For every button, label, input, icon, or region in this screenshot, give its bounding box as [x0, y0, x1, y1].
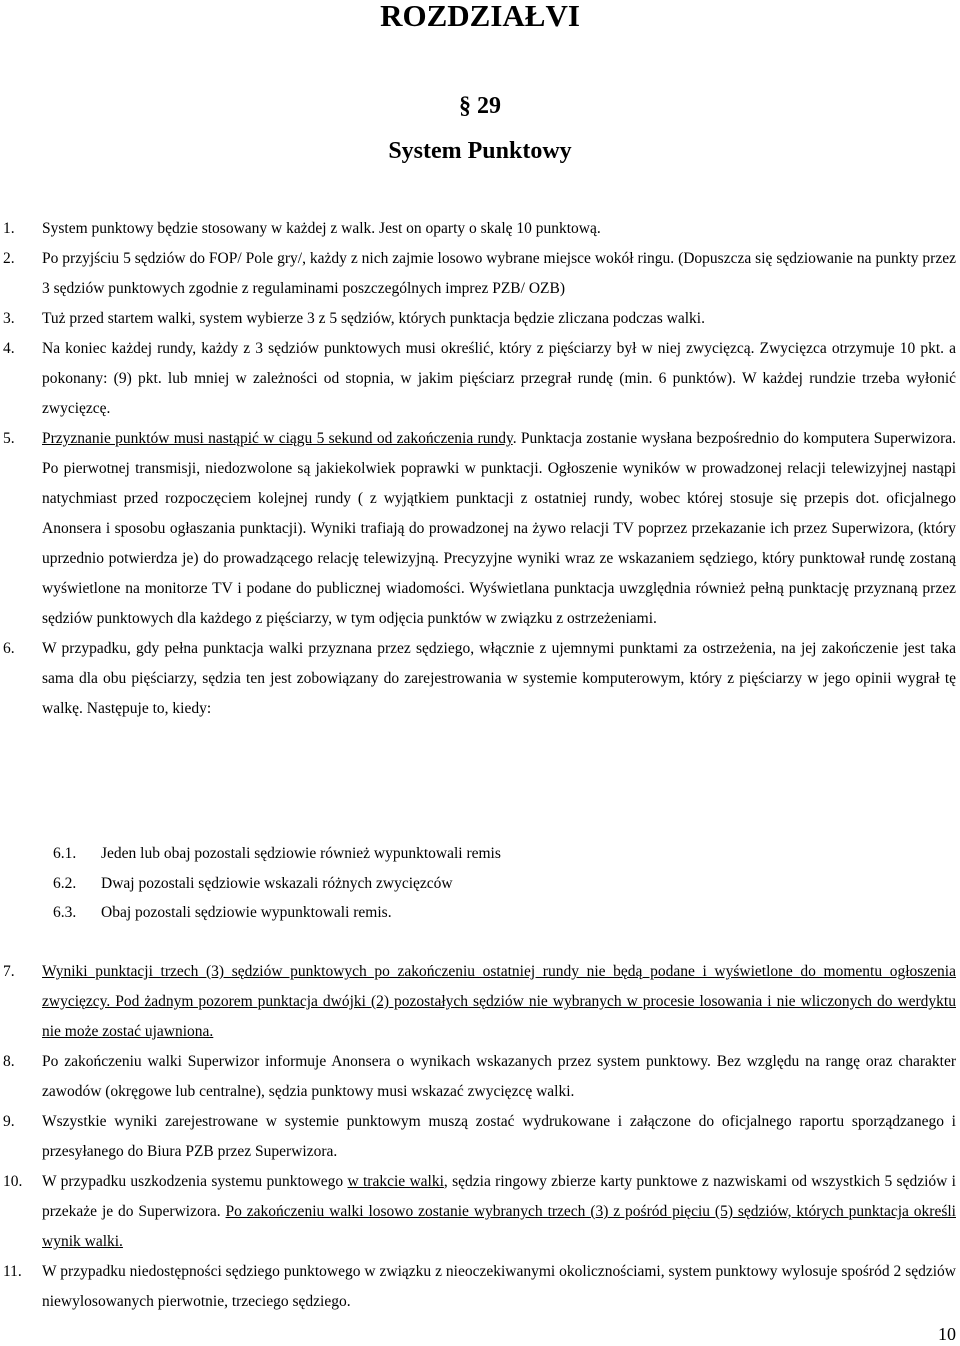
rule-number: 2.	[3, 250, 15, 267]
rule-text-underlined: Po zakończeniu walki losowo zostanie wybranych trzech (3) z pośród pięciu (5) sędziów, których punktacja określi wynik walki.	[42, 1203, 956, 1250]
rule-item-9	[0, 1107, 960, 1167]
rules-list	[0, 214, 960, 724]
rule-number: 5.	[3, 430, 15, 447]
rule-text: W przypadku niedostępności sędziego punktowego w związku z nieoczekiwanymi okolicznościami, system punktowy wylosuje spośród 2 sędziów niewylosowanych pierwotnie, trzeciego sędziego.	[42, 1263, 956, 1310]
rule-text-underlined: Przyznanie punktów musi nastąpić w ciągu 5 sekund od zakończenia rundy	[42, 430, 513, 447]
sub-rule-item-6-1	[0, 839, 960, 869]
rule-text: Na koniec każdej rundy, każdy z 3 sędziów punktowych musi określić, który z pięściarzy był w niej zwycięzcą. Zwycięzca otrzymuje 10 pkt. a pokonany: (9) pkt. lub mniej w zależności od stopnia, w jakim pięściarz przegrał rundę (min. 6 punktów). W każdej rundzie trzeba wyłonić zwycięzcę.	[42, 340, 956, 417]
rule-text: Wszystkie wyniki zarejestrowane w systemie punktowym muszą zostać wydrukowane i załączone do oficjalnego raportu sporządzanego i przesyłanego do Biura PZB przez Superwizora.	[42, 1113, 956, 1160]
sub-rule-number: 6.3.	[53, 904, 77, 921]
rule-number: 4.	[3, 340, 15, 357]
rule-number: 3.	[3, 310, 15, 327]
rule-item-5	[0, 424, 960, 634]
rule-number: 10.	[3, 1173, 23, 1190]
rules-list-continued	[0, 957, 960, 1317]
rule-text: W przypadku, gdy pełna punktacja walki przyznana przez sędziego, włącznie z ujemnymi punktami za ostrzeżenia, na jej zakończenie jest taka sama dla obu pięściarzy, sędzia ten jest zobowiązany do zarejestrowania w systemie komputerowym, który z pięściarzy w jego opinii wygrał tę walkę. Następuje to, kiedy:	[42, 640, 956, 717]
rule-text: Tuż przed startem walki, system wybierze 3 z 5 sędziów, których punktacja będzie zliczana podczas walki.	[42, 310, 705, 327]
rule-text: . Punktacja zostanie wysłana bezpośrednio do komputera Superwizora. Po pierwotnej transmisji, niedozwolone są jakiekolwiek poprawki w punktacji. Ogłoszenie wyników w prowadzonej relacji telewizyjnej nastąpi natychmiast przed rozpoczęciem kolejnej rundy ( z wyjątkiem punktacji z ostatniej rundy, wobec której stosuje się przepis dot. oficjalnego Anonsera i sposobu ogłaszania punktacji). Wyniki trafiają do prowadzonej na żywo relacji TV poprzez przekazanie ich przez Superwizora, (który uprzednio potwierdza je) do prowadzącego relację telewizyjną. Precyzyjne wyniki wraz ze wskazaniem sędziego, który punktował rundę zostaną wyświetlone na monitorze TV i podane do publicznej wiadomości. Wyświetlana punktacja uwzględnia również pełną punktację przyznaną przez sędziów punktowych dla każdego z pięściarzy, w tym odjęcia punktów w związku z ostrzeżeniami.	[42, 430, 957, 627]
rule-item-7	[0, 957, 960, 1047]
rule-item-6	[0, 634, 960, 724]
rule-item-10	[0, 1167, 960, 1257]
rule-number: 6.	[3, 640, 15, 657]
rule-item-4	[0, 334, 960, 424]
rule-text-underlined: w trakcie walki	[347, 1173, 444, 1190]
section-title: System Punktowy	[388, 138, 572, 164]
rule-number: 7.	[3, 963, 15, 980]
rule-item-2	[0, 244, 960, 304]
sub-rule-text: Dwaj pozostali sędziowie wskazali różnych zwycięzców	[101, 874, 453, 892]
sub-rules-list	[0, 839, 960, 928]
rule-text-underlined: Wyniki punktacji trzech (3) sędziów punktowych po zakończeniu ostatniej rundy nie będą podane i wyświetlone do momentu ogłoszenia zwycięzcy. Pod żadnym pozorem punktacja dwójki (2) pozostałych sędziów nie wybranych w procesie losowania i nie wliczonych do werdyktu nie może zostać ujawniona.	[42, 963, 956, 1040]
sub-rule-text: Obaj pozostali sędziowie wypunktowali remis.	[101, 904, 392, 921]
rule-item-3	[0, 304, 960, 334]
sub-rule-number: 6.2.	[53, 874, 77, 892]
rule-text: , sędzia ringowy zbierze karty punktowe z nazwiskami od wszystkich 5 sędziów i przekaże je do Superwizora.	[42, 1173, 956, 1220]
rule-text: Po zakończeniu walki Superwizor informuje Anonsera o wynikach wskazanych przez system punktowy. Bez względu na rangę oraz charakter zawodów (okręgowe lub centralne), sędzia punktowy musi wskazać zwycięzcę walki.	[42, 1053, 956, 1100]
rule-number: 1.	[3, 220, 15, 237]
rule-item-11	[0, 1257, 960, 1317]
rule-number: 9.	[3, 1113, 15, 1130]
rule-text: System punktowy będzie stosowany w każdej z walk. Jest on oparty o skalę 10 punktową.	[42, 220, 601, 237]
sub-rule-item-6-3	[0, 898, 960, 928]
sub-rule-text: Jeden lub obaj pozostali sędziowie również wypunktowali remis	[101, 845, 501, 862]
rule-text: W przypadku uszkodzenia systemu punktowego	[42, 1173, 348, 1190]
rule-text: Po przyjściu 5 sędziów do FOP/ Pole gry/, każdy z nich zajmie losowo wybrane miejsce wokół ringu. (Dopuszcza się sędziowanie na punkty przez 3 sędziów punktowych zgodnie z regulaminami poszczególnych imprez PZB/ OZB)	[42, 250, 956, 297]
section-number: § 29	[459, 93, 501, 119]
rule-number: 11.	[3, 1263, 22, 1280]
sub-rule-item-6-2	[0, 869, 960, 899]
rule-number: 8.	[3, 1053, 15, 1070]
sub-rule-number: 6.1.	[53, 845, 77, 862]
rule-item-8	[0, 1047, 960, 1107]
page-number: 10	[938, 1324, 956, 1344]
rule-item-1	[0, 214, 960, 244]
chapter-title: ROZDZIAŁVI	[380, 0, 580, 33]
